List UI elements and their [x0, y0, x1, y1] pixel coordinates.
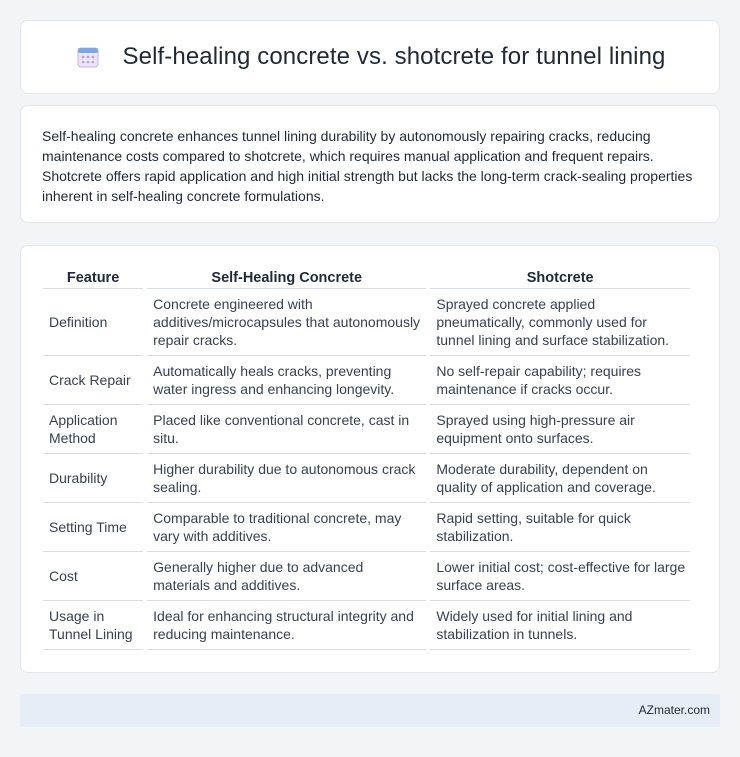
- feature-cell: Definition: [43, 289, 143, 356]
- self-healing-cell: Automatically heals cracks, preventing water ingress and enhancing longevity.: [147, 356, 426, 405]
- self-healing-cell: Higher durability due to autonomous crack sealing.: [147, 454, 426, 503]
- table-row: [43, 503, 690, 552]
- shotcrete-cell: Rapid setting, suitable for quick stabilization.: [430, 503, 690, 552]
- self-healing-cell: Ideal for enhancing structural integrity and reducing maintenance.: [147, 601, 426, 650]
- self-healing-cell: Concrete engineered with additives/microcapsules that autonomously repair cracks.: [147, 289, 426, 356]
- intro-paragraph: Self-healing concrete enhances tunnel lining durability by autonomously repairing cracks, reducing maintenance costs compared to shotcrete, which requires manual application and frequent repairs. Shotcrete offers rapid application and high initial strength but lacks the long-term crack-sealing properties inherent in self-healing concrete formulations.: [42, 128, 693, 204]
- shotcrete-cell: Widely used for initial lining and stabilization in tunnels.: [430, 601, 690, 650]
- table-row: [43, 552, 690, 601]
- shotcrete-cell: Moderate durability, dependent on quality of application and coverage.: [430, 454, 690, 503]
- title-row: [75, 43, 666, 71]
- calendar-icon: [75, 44, 101, 70]
- title-card: [20, 20, 720, 94]
- table-row: [43, 405, 690, 454]
- header-self-healing-concrete: Self-Healing Concrete: [147, 265, 426, 289]
- footer-brand: AZmater.com: [638, 703, 710, 717]
- shotcrete-cell: Lower initial cost; cost-effective for large surface areas.: [430, 552, 690, 601]
- self-healing-cell: Generally higher due to advanced materials and additives.: [147, 552, 426, 601]
- self-healing-cell: Placed like conventional concrete, cast in situ.: [147, 405, 426, 454]
- shotcrete-cell: No self-repair capability; requires maintenance if cracks occur.: [430, 356, 690, 405]
- feature-cell: Crack Repair: [43, 356, 143, 405]
- page-title: Self-healing concrete vs. shotcrete for tunnel lining: [122, 43, 666, 70]
- feature-cell: Application Method: [43, 405, 143, 454]
- feature-cell: Durability: [43, 454, 143, 503]
- footer-bar: [20, 694, 720, 727]
- table-row: [43, 356, 690, 405]
- header-shotcrete: Shotcrete: [430, 265, 690, 289]
- comparison-card: [20, 245, 720, 673]
- feature-cell: Setting Time: [43, 503, 143, 552]
- table-row: [43, 289, 690, 356]
- table-row: [43, 454, 690, 503]
- feature-cell: Usage in Tunnel Lining: [43, 601, 143, 650]
- feature-cell: Cost: [43, 552, 143, 601]
- shotcrete-cell: Sprayed using high-pressure air equipment onto surfaces.: [430, 405, 690, 454]
- table-row: [43, 601, 690, 650]
- intro-card: [20, 105, 720, 223]
- shotcrete-cell: Sprayed concrete applied pneumatically, commonly used for tunnel lining and surface stabilization.: [430, 289, 690, 356]
- table-header-row: [43, 265, 690, 289]
- self-healing-cell: Comparable to traditional concrete, may vary with additives.: [147, 503, 426, 552]
- header-feature: Feature: [43, 265, 143, 289]
- comparison-table: [39, 265, 694, 650]
